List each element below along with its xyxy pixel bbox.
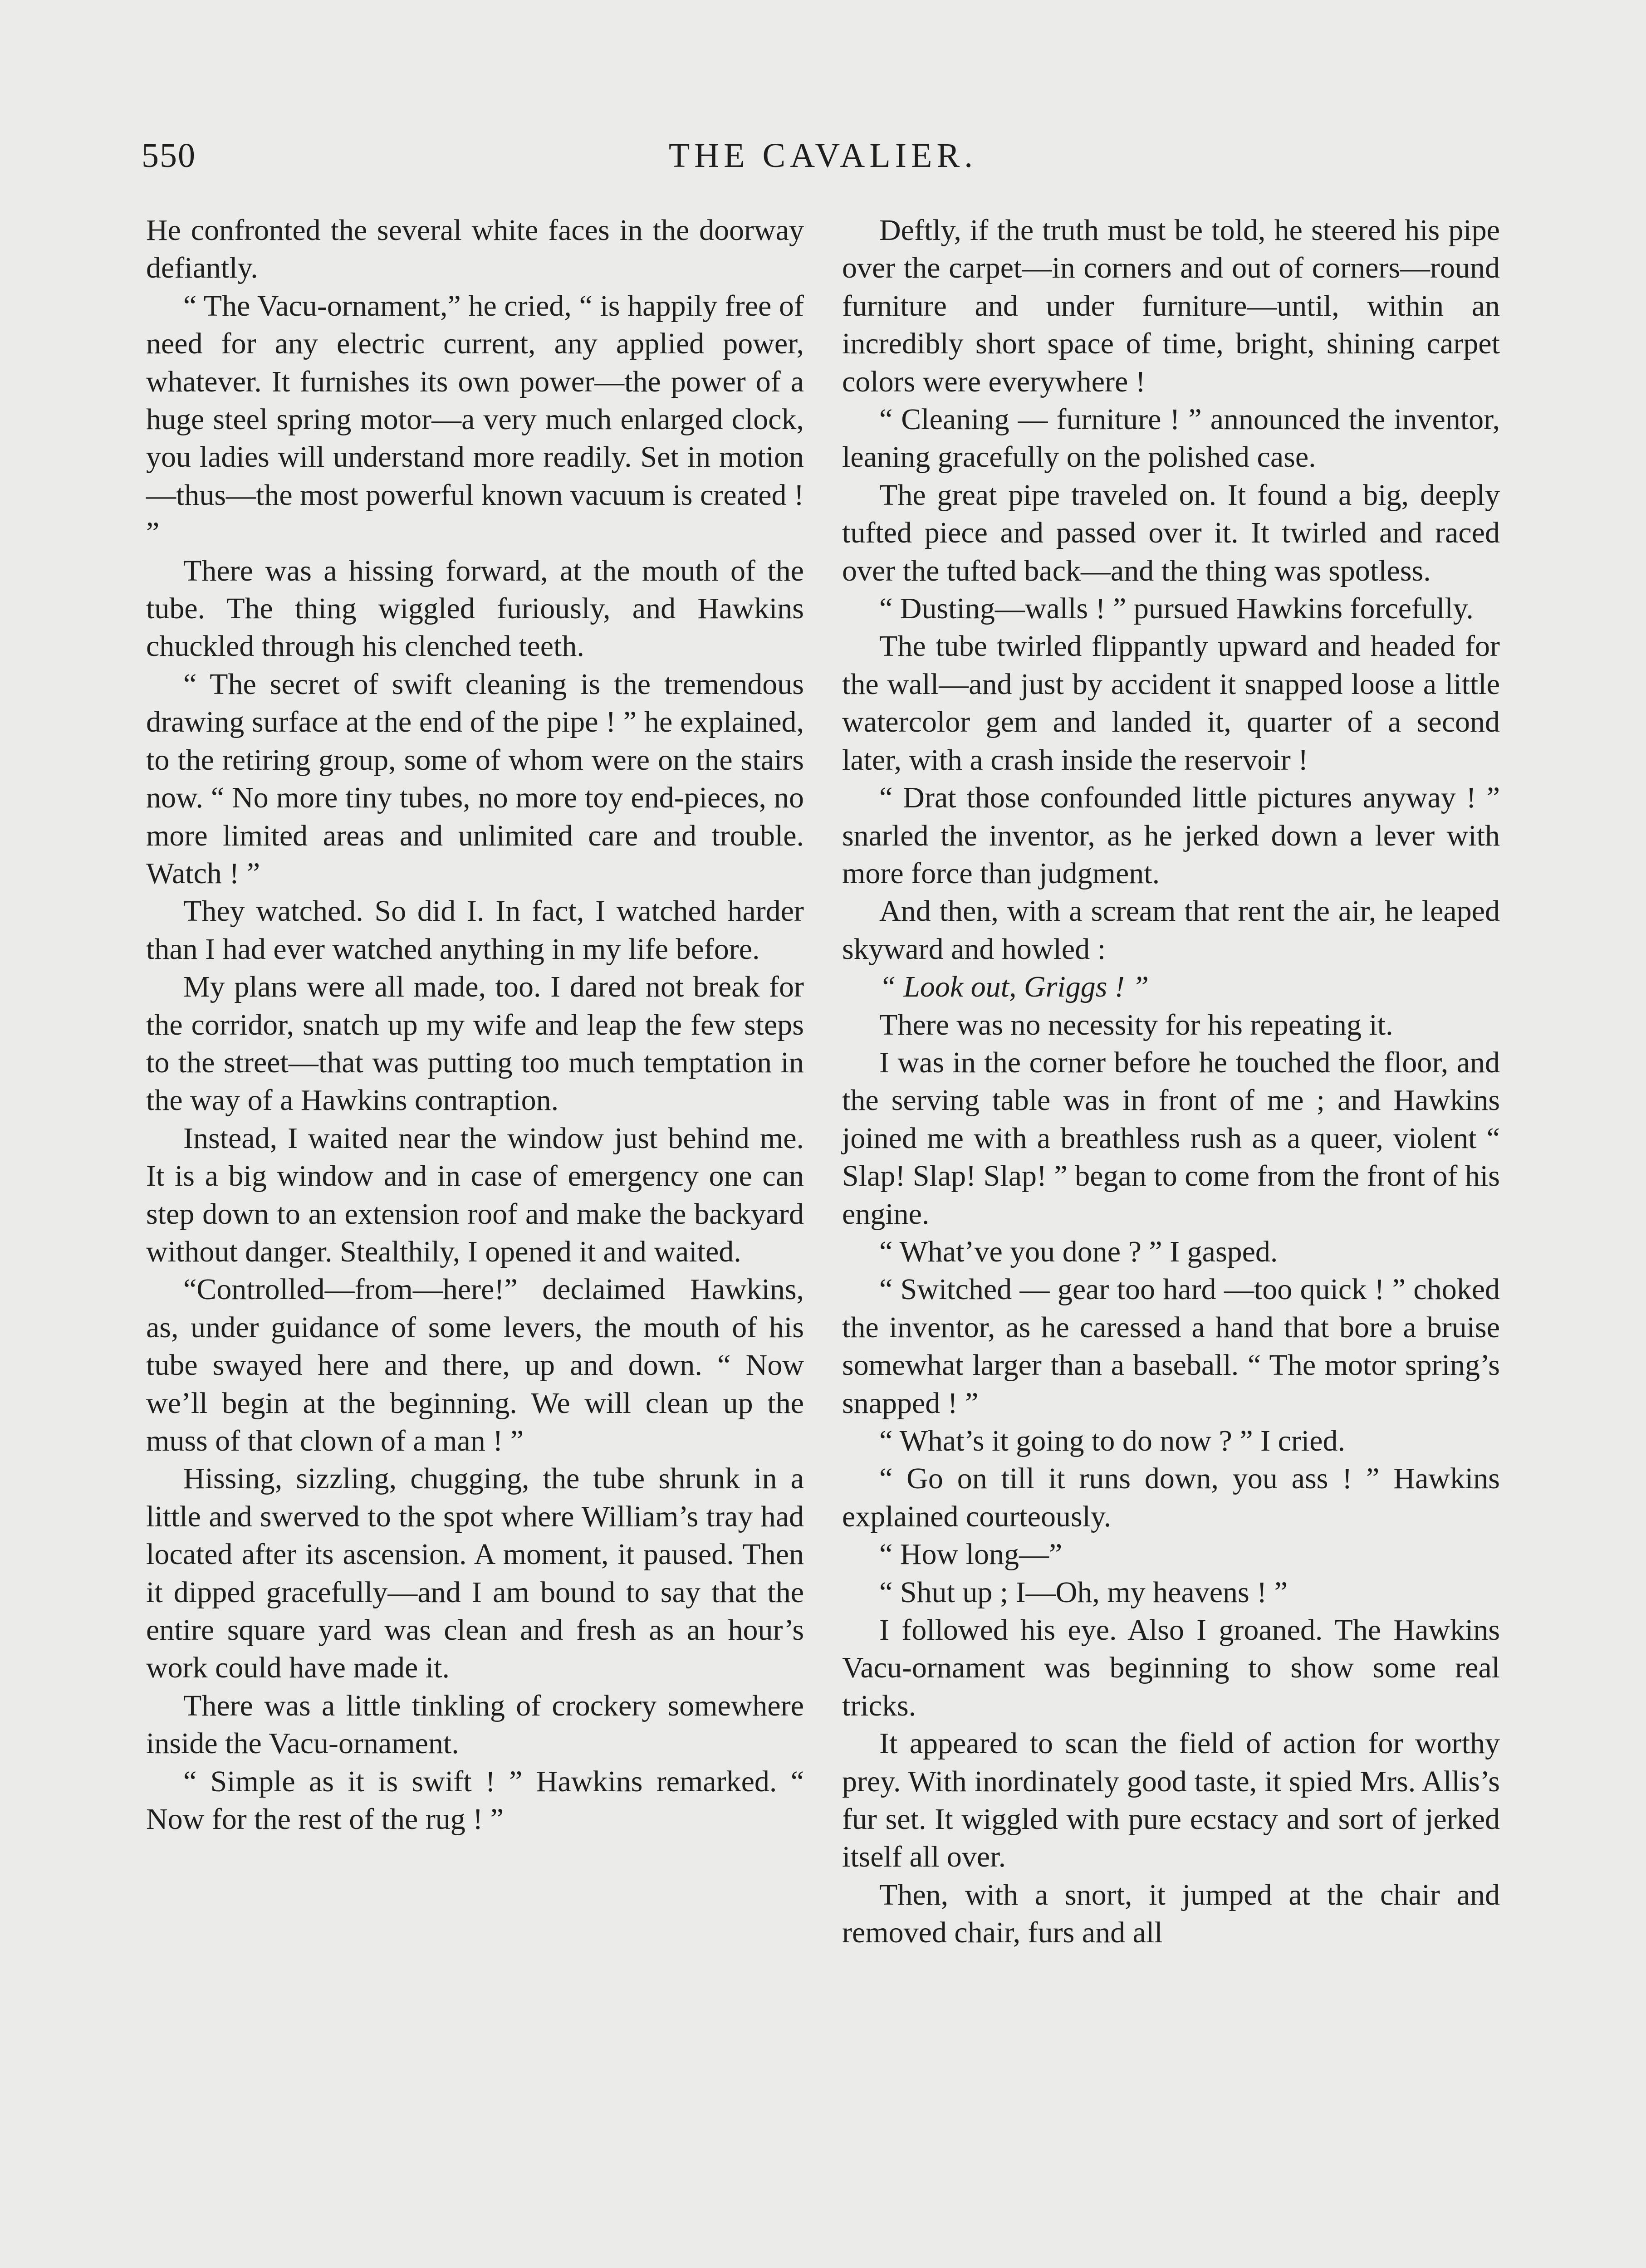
running-title: THE CAVALIER. bbox=[668, 137, 978, 175]
paragraph: There was a hissing forward, at the mouth of the tube. The thing wiggled furiously, and Hawkins chuckled through his clenched teeth. bbox=[146, 554, 804, 663]
paragraph: “ Look out, Griggs ! ” bbox=[879, 970, 1149, 1004]
paragraph: The great pipe traveled on. It found a big, deeply tufted piece and passed over it. It twirled and raced over the tufted back—and the thing was spotless. bbox=[842, 478, 1500, 587]
paragraph: Then, with a snort, it jumped at the chair and removed chair, furs and all bbox=[842, 1878, 1500, 1950]
paragraph: My plans were all made, too. I dared not break for the corridor, snatch up my wife and leap the few steps to the street—that was putting too much temptation in the way of a Hawkins contraption. bbox=[146, 970, 804, 1117]
paragraph: There was a little tinkling of crockery somewhere inside the Vacu-ornament. bbox=[146, 1689, 804, 1760]
paragraph: “Controlled—from—here!” declaimed Hawkins, as, under guidance of some levers, the mouth of his tube swayed here and there, up and down. “ Now we’ll begin at the beginning. We will clean up the muss of that clown of a man ! ” bbox=[146, 1273, 804, 1457]
paragraph: “ The secret of swift cleaning is the tremendous drawing surface at the end of the pipe ! ” he explained, to the retiring group, some of whom were on the stairs now. “ No more tiny tubes, no more toy end-pieces, no more limited areas and unlimited care and trouble. Watch ! ” bbox=[146, 667, 804, 890]
paragraph: Hissing, sizzling, chugging, the tube shrunk in a little and swerved to the spot where William’s tray had located after its ascension. A moment, it paused. Then it dipped gracefully—and I am bound to say that the entire square yard was clean and fresh as an hour’s work could have made it. bbox=[146, 1462, 804, 1685]
paragraph: I followed his eye. Also I groaned. The Hawkins Vacu-ornament was beginning to show some real tricks. bbox=[842, 1613, 1500, 1722]
paragraph: “ The Vacu-ornament,” he cried, “ is happily free of need for any electric current, any applied power, whatever. It furnishes its own power—the power of a huge steel spring motor—a very much enlarged clock, you ladies will understand more readily. Set in motion—thus—the most powerful known vacuum is created ! ” bbox=[146, 289, 804, 550]
paragraph: Deftly, if the truth must be told, he steered his pipe over the carpet—in corners and out of corners—round furniture and under furniture—until, within an incredibly short space of time, bright, shining carpet colors were everywhere ! bbox=[842, 214, 1500, 398]
paragraph: “ What’ve you done ? ” I gasped. bbox=[879, 1235, 1278, 1268]
paragraph: He confronted the several white faces in the doorway defiantly. bbox=[146, 214, 804, 285]
paragraph: “ Shut up ; I—Oh, my heavens ! ” bbox=[879, 1575, 1288, 1609]
paragraph: “ Go on till it runs down, you ass ! ” Hawkins explained courteously. bbox=[842, 1462, 1500, 1533]
paragraph: “ What’s it going to do now ? ” I cried. bbox=[879, 1424, 1346, 1457]
paragraph: They watched. So did I. In fact, I watched harder than I had ever watched anything in my life before. bbox=[146, 894, 804, 966]
paragraph: “ Dusting—walls ! ” pursued Hawkins forcefully. bbox=[879, 592, 1474, 626]
paragraph: Instead, I waited near the window just behind me. It is a big window and in case of emergency one can step down to an extension roof and make the backyard without danger. Stealthily, I opened it and waited. bbox=[146, 1121, 804, 1268]
paragraph: The tube twirled flippantly upward and headed for the wall—and just by accident it snapped loose a little watercolor gem and landed it, quarter of a second later, with a crash inside the reservoir ! bbox=[842, 630, 1500, 777]
paragraph: It appeared to scan the field of action for worthy prey. With inordinately good taste, it spied Mrs. Allis’s fur set. It wiggled with pure ecstacy and sort of jerked itself all over. bbox=[842, 1727, 1500, 1874]
page-header bbox=[142, 136, 1504, 186]
paragraph: I was in the corner before he touched the floor, and the serving table was in front of me ; and Hawkins joined me with a breathless rush as a queer, violent “ Slap! Slap! Slap! ” began to come from the front of his engine. bbox=[842, 1046, 1500, 1231]
right-column bbox=[842, 211, 1500, 1952]
paragraph: And then, with a scream that rent the air, he leaped skyward and howled : bbox=[842, 894, 1500, 966]
paragraph: “ How long—” bbox=[879, 1538, 1063, 1571]
paragraph: “ Switched — gear too hard —too quick ! ” choked the inventor, as he caressed a hand that bore a bruise somewhat larger than a baseball. “ The motor spring’s snapped ! ” bbox=[842, 1273, 1500, 1420]
paragraph: “ Drat those confounded little pictures anyway ! ” snarled the inventor, as he jerked down a lever with more force than judgment. bbox=[842, 781, 1500, 890]
page-number: 550 bbox=[142, 137, 196, 175]
paragraph: There was no necessity for his repeating it. bbox=[879, 1008, 1393, 1041]
left-column bbox=[146, 211, 804, 1838]
paragraph: “ Simple as it is swift ! ” Hawkins remarked. “ Now for the rest of the rug ! ” bbox=[146, 1765, 804, 1836]
paragraph: “ Cleaning — furniture ! ” announced the inventor, leaning gracefully on the polished case. bbox=[842, 403, 1500, 474]
